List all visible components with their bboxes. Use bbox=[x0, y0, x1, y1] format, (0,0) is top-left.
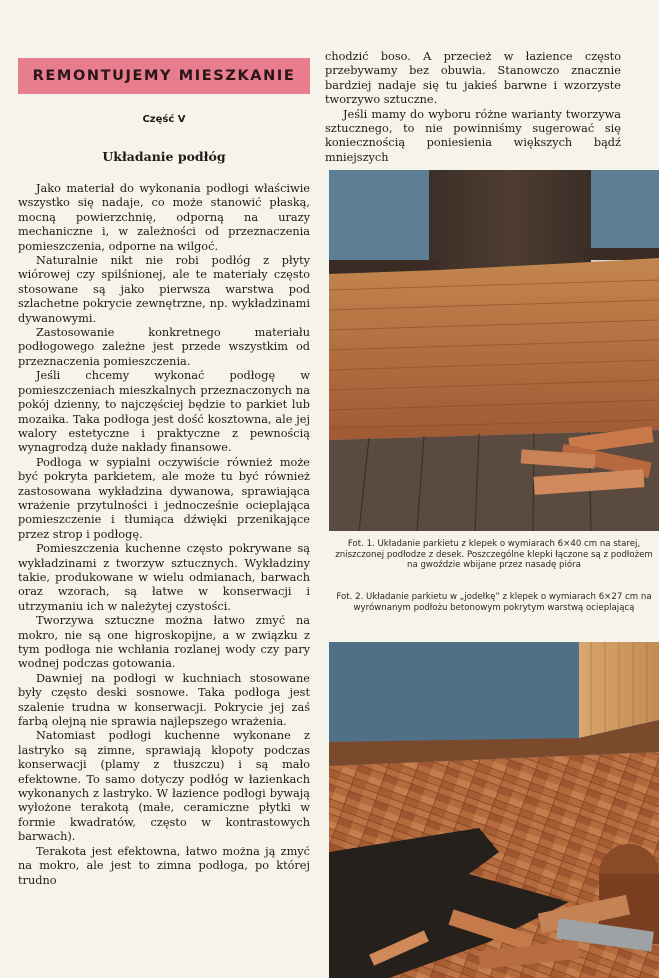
photo-caption-1: Fot. 1. Układanie parkietu z klepek o wymiarach 6×40 cm na starej, zniszczonej podłodze z desek. Poszczególne klepki łączone są z podłożem na gwoździe wbijane przez nasadę pióra bbox=[335, 539, 653, 571]
article-title: Układanie podłóg bbox=[102, 149, 226, 164]
paragraph: Pomieszczenia kuchenne często pokrywane są wykładzinami z tworzyw sztucznych. Wykładziny takie, produkowane w wielu odmianach, barwach oraz wzorach, są łatwe w konserwacji i utrzymaniu ich w należytej czystości. bbox=[18, 542, 310, 613]
paragraph: Jako materiał do wykonania podłogi właściwie wszystko się nadaje, co może stanowić płaską, mocną powierzchnię, odporną na urazy mechaniczne i, w zależności od przeznaczenia pomieszczenia, odporne na wilgoć. bbox=[18, 182, 310, 253]
left-column bbox=[18, 58, 310, 888]
photo-parquet-strips bbox=[329, 170, 659, 531]
part-number: Część V bbox=[142, 114, 186, 125]
paragraph: Tworzywa sztuczne można łatwo zmyć na mokro, nie są one higroskopijne, a w związku z tym podłoga nie wchłania rozlanej wody czy pary wodnej podczas gotowania. bbox=[18, 614, 310, 671]
paragraph: Dawniej na podłogi w kuchniach stosowane były często deski sosnowe. Taka podłoga jest szalenie trudna w konserwacji. Pokrycie jej zaś farbą olejną nie sprawia najlepszego wrażenia. bbox=[18, 671, 310, 729]
paragraph: Jeśli chcemy wykonać podłogę w pomieszczeniach mieszkalnych przeznaczonych na pokój dzienny, to najczęściej będzie to parkiet lub mozaika. Taka podłoga jest dość kosztowna, ale jej walory estetyczne i praktyczne z pewnością wynagrodzą duże nakłady finansowe. bbox=[18, 369, 310, 455]
photo-parquet-strips-illustration bbox=[329, 170, 659, 531]
paragraph: Zastosowanie konkretnego materiału podłogowego zależne jest przede wszystkim od przeznaczenia pomieszczenia. bbox=[18, 326, 310, 368]
paragraph: Terakota jest efektowna, łatwo można ją zmyć na mokro, ale jest to zimna podłoga, po której trudno bbox=[18, 844, 310, 887]
photo-herringbone-illustration bbox=[329, 642, 659, 978]
section-banner-label: REMONTUJEMY MIESZKANIE bbox=[32, 68, 296, 84]
paragraph: Natomiast podłogi kuchenne wykonane z lastryko są zimne, sprawiają kłopoty podczas konserwacji (plamy z tłuszczu) i są mało efektowne. To samo dotyczy podłóg w łazienkach wykonanych z lastryko. W łazience podłogi bywają wyłożone terakotą (małe, ceramiczne płytki w formie kwadratów, często w kontrastowych barwach). bbox=[18, 729, 310, 844]
photo-caption-2: Fot. 2. Układanie parkietu w „jodełkę” z klepek o wymiarach 6×27 cm na wyrównanym podłożu betonowym pokrytym warstwą ocieplającą bbox=[336, 592, 652, 613]
right-column bbox=[325, 50, 621, 165]
paragraph: chodzić boso. A przecież w łazience często przebywamy bez obuwia. Stanowczo znacznie bardziej nadaje się tu jakieś barwne i wzorzyste tworzywo sztuczne. bbox=[325, 50, 621, 107]
paragraph: Naturalnie nikt nie robi podłóg z płyty wiórowej czy spilśnionej, ale te materiały często stosowane są jako pierwsza warstwa pod szlachetne pokrycie zewnętrzne, np. wykładzinami dywanowymi. bbox=[18, 254, 310, 325]
paragraph: Podłoga w sypialni oczywiście również może być pokryta parkietem, ale może tu być również zastosowana wykładzina dywanowa, sprawiająca wrażenie przytulności i jednocześnie ocieplająca pomieszczenie i tłumiąca dźwięki przenikające przez strop i podłogę. bbox=[18, 455, 310, 541]
section-banner bbox=[18, 58, 310, 94]
photo-herringbone-parquet bbox=[329, 642, 659, 978]
article-body-left bbox=[18, 182, 310, 888]
paragraph: Jeśli mamy do wyboru różne warianty tworzywa sztucznego, to nie powinniśmy sugerować się koniecznością poniesienia większych bądź mniejszych bbox=[325, 107, 621, 164]
